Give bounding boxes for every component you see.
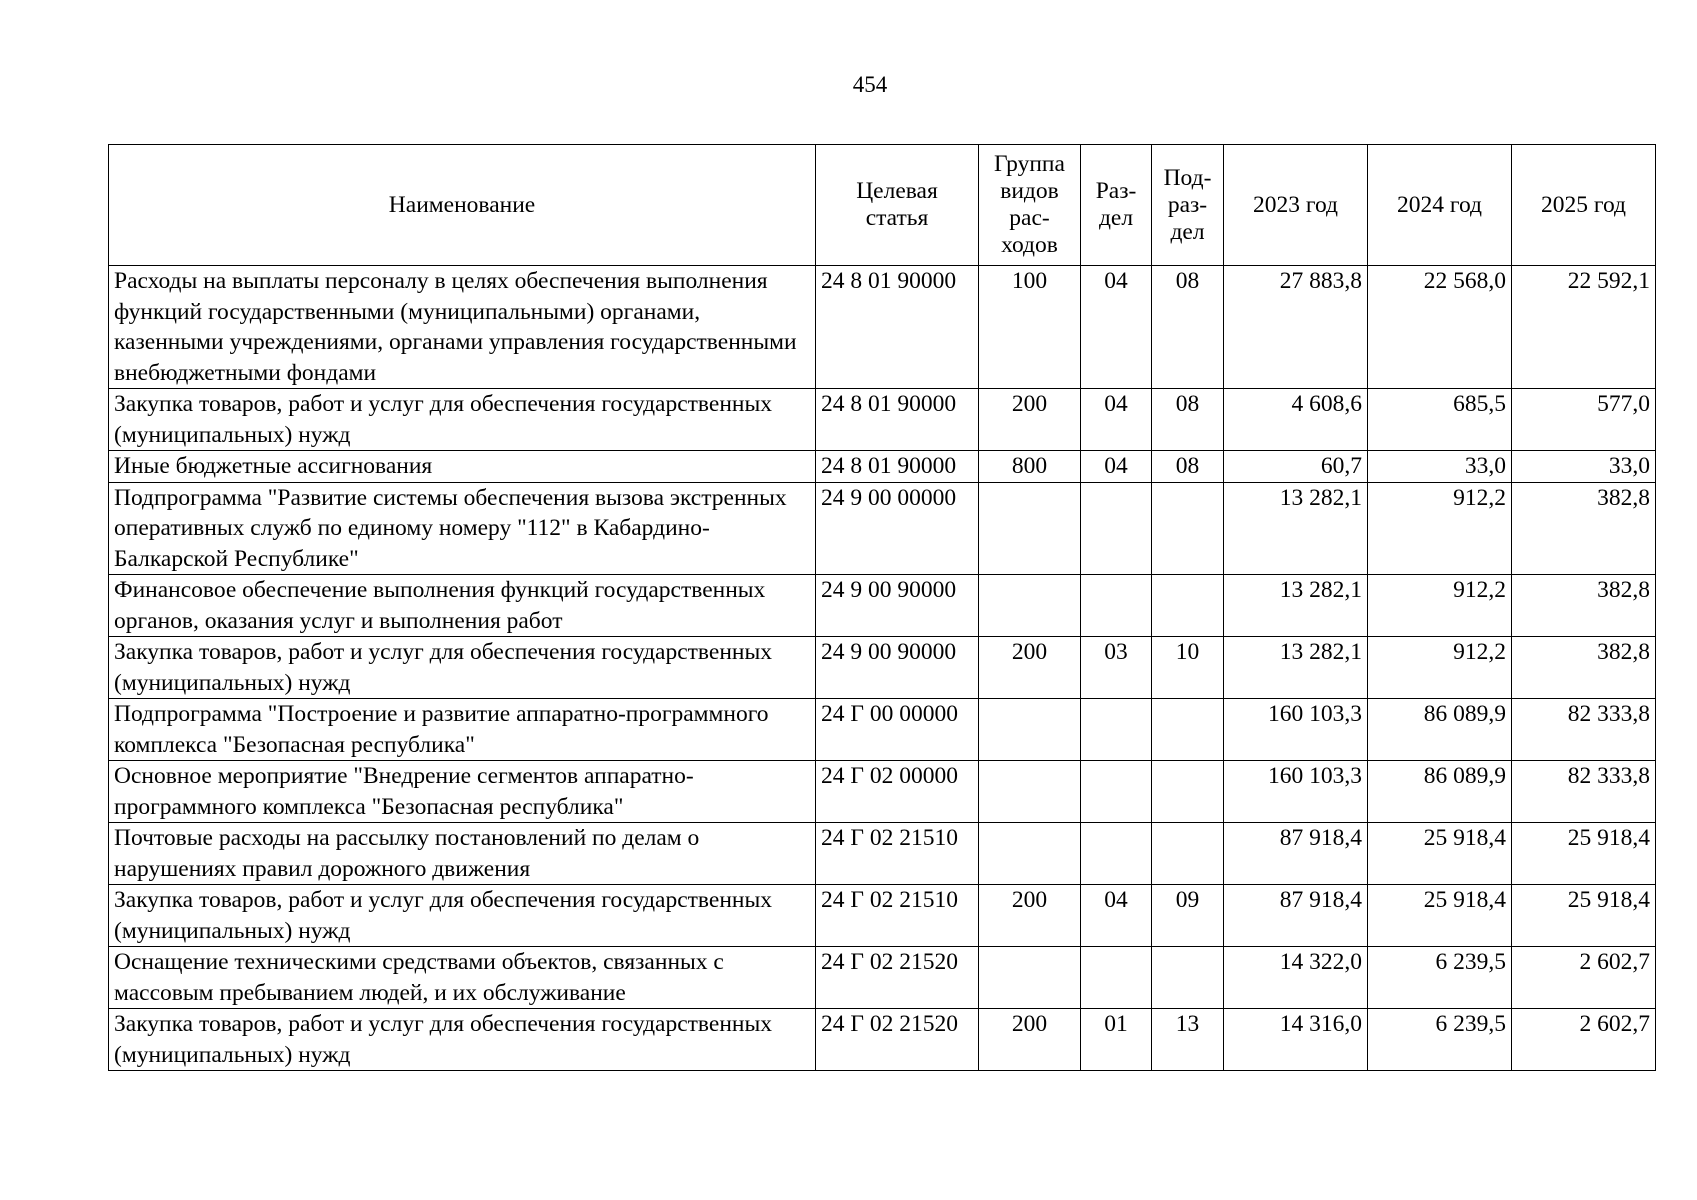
cell-2023: 87 918,4 — [1224, 885, 1368, 947]
cell-2025: 577,0 — [1512, 389, 1656, 451]
cell-subsection: 08 — [1152, 389, 1224, 451]
cell-expense-group — [979, 699, 1081, 761]
cell-target-item: 24 Г 02 00000 — [816, 761, 979, 823]
table-row — [109, 389, 1656, 451]
header-subsection: Под-раз-дел — [1152, 145, 1224, 266]
table-header-row — [109, 145, 1656, 266]
budget-table — [108, 144, 1656, 1071]
table-row — [109, 761, 1656, 823]
table-row — [109, 637, 1656, 699]
cell-2024: 25 918,4 — [1368, 885, 1512, 947]
cell-name: Закупка товаров, работ и услуг для обеспечения государственных (муниципальных) нужд — [109, 885, 816, 947]
cell-name: Иные бюджетные ассигнования — [109, 451, 816, 483]
cell-name: Основное мероприятие "Внедрение сегментов аппаратно-программного комплекса "Безопасная республика" — [109, 761, 816, 823]
cell-name: Подпрограмма "Развитие системы обеспечения вызова экстренных оперативных служб по единому номеру "112" в Кабардино-Балкарской Республике" — [109, 482, 816, 575]
cell-2023: 14 322,0 — [1224, 947, 1368, 1009]
cell-subsection — [1152, 823, 1224, 885]
cell-2023: 60,7 — [1224, 451, 1368, 483]
table-row — [109, 266, 1656, 389]
cell-name: Расходы на выплаты персоналу в целях обеспечения выполнения функций государственными (муниципальными) органами, казенными учреждениями, органами управления государственными внебюджетными фондами — [109, 266, 816, 389]
cell-section — [1081, 482, 1152, 575]
cell-2024: 685,5 — [1368, 389, 1512, 451]
cell-target-item: 24 Г 02 21520 — [816, 1009, 979, 1071]
cell-name: Подпрограмма "Построение и развитие аппаратно-программного комплекса "Безопасная республика" — [109, 699, 816, 761]
cell-subsection — [1152, 761, 1224, 823]
table-row — [109, 885, 1656, 947]
cell-2024: 33,0 — [1368, 451, 1512, 483]
cell-section: 04 — [1081, 885, 1152, 947]
cell-2025: 382,8 — [1512, 482, 1656, 575]
cell-2024: 22 568,0 — [1368, 266, 1512, 389]
cell-2024: 86 089,9 — [1368, 761, 1512, 823]
cell-target-item: 24 8 01 90000 — [816, 266, 979, 389]
cell-2024: 912,2 — [1368, 575, 1512, 637]
cell-target-item: 24 8 01 90000 — [816, 451, 979, 483]
table-row — [109, 575, 1656, 637]
cell-section: 04 — [1081, 389, 1152, 451]
header-expense-group: Группа видов рас-ходов — [979, 145, 1081, 266]
cell-section: 01 — [1081, 1009, 1152, 1071]
cell-2025: 22 592,1 — [1512, 266, 1656, 389]
cell-name: Почтовые расходы на рассылку постановлений по делам о нарушениях правил дорожного движения — [109, 823, 816, 885]
cell-section: 03 — [1081, 637, 1152, 699]
cell-2023: 13 282,1 — [1224, 575, 1368, 637]
cell-2024: 6 239,5 — [1368, 1009, 1512, 1071]
cell-2024: 912,2 — [1368, 637, 1512, 699]
cell-name: Финансовое обеспечение выполнения функций государственных органов, оказания услуг и выполнения работ — [109, 575, 816, 637]
cell-2025: 25 918,4 — [1512, 823, 1656, 885]
table-body — [109, 266, 1656, 1071]
cell-name: Закупка товаров, работ и услуг для обеспечения государственных (муниципальных) нужд — [109, 389, 816, 451]
cell-section — [1081, 823, 1152, 885]
cell-expense-group: 800 — [979, 451, 1081, 483]
cell-expense-group — [979, 823, 1081, 885]
cell-subsection: 09 — [1152, 885, 1224, 947]
cell-2025: 2 602,7 — [1512, 947, 1656, 1009]
table-row — [109, 947, 1656, 1009]
table-row — [109, 1009, 1656, 1071]
cell-target-item: 24 9 00 90000 — [816, 637, 979, 699]
header-target-item: Целевая статья — [816, 145, 979, 266]
cell-2025: 33,0 — [1512, 451, 1656, 483]
cell-2024: 25 918,4 — [1368, 823, 1512, 885]
cell-2023: 160 103,3 — [1224, 699, 1368, 761]
cell-2023: 14 316,0 — [1224, 1009, 1368, 1071]
cell-expense-group — [979, 575, 1081, 637]
cell-target-item: 24 9 00 90000 — [816, 575, 979, 637]
cell-subsection — [1152, 947, 1224, 1009]
cell-2025: 82 333,8 — [1512, 699, 1656, 761]
cell-target-item: 24 8 01 90000 — [816, 389, 979, 451]
cell-section: 04 — [1081, 451, 1152, 483]
cell-target-item: 24 Г 02 21510 — [816, 885, 979, 947]
cell-2024: 6 239,5 — [1368, 947, 1512, 1009]
cell-section — [1081, 761, 1152, 823]
cell-name: Закупка товаров, работ и услуг для обеспечения государственных (муниципальных) нужд — [109, 1009, 816, 1071]
cell-expense-group — [979, 761, 1081, 823]
table-row — [109, 823, 1656, 885]
cell-expense-group: 200 — [979, 885, 1081, 947]
cell-expense-group — [979, 482, 1081, 575]
cell-section — [1081, 947, 1152, 1009]
header-2025: 2025 год — [1512, 145, 1656, 266]
cell-subsection — [1152, 482, 1224, 575]
cell-2023: 160 103,3 — [1224, 761, 1368, 823]
cell-2025: 382,8 — [1512, 637, 1656, 699]
cell-2023: 27 883,8 — [1224, 266, 1368, 389]
cell-2024: 912,2 — [1368, 482, 1512, 575]
cell-section — [1081, 699, 1152, 761]
cell-expense-group — [979, 947, 1081, 1009]
cell-subsection: 10 — [1152, 637, 1224, 699]
cell-2023: 13 282,1 — [1224, 482, 1368, 575]
cell-expense-group: 200 — [979, 637, 1081, 699]
cell-subsection: 08 — [1152, 266, 1224, 389]
cell-section: 04 — [1081, 266, 1152, 389]
cell-2023: 13 282,1 — [1224, 637, 1368, 699]
cell-2025: 382,8 — [1512, 575, 1656, 637]
cell-2025: 82 333,8 — [1512, 761, 1656, 823]
cell-subsection — [1152, 575, 1224, 637]
cell-expense-group: 100 — [979, 266, 1081, 389]
cell-name: Оснащение техническими средствами объектов, связанных с массовым пребыванием людей, и их обслуживание — [109, 947, 816, 1009]
page-number: 454 — [852, 72, 888, 97]
cell-subsection: 08 — [1152, 451, 1224, 483]
cell-subsection — [1152, 699, 1224, 761]
table-row — [109, 451, 1656, 483]
header-name: Наименование — [109, 145, 816, 266]
cell-2023: 4 608,6 — [1224, 389, 1368, 451]
table-row — [109, 699, 1656, 761]
cell-expense-group: 200 — [979, 389, 1081, 451]
cell-2025: 2 602,7 — [1512, 1009, 1656, 1071]
cell-2023: 87 918,4 — [1224, 823, 1368, 885]
cell-target-item: 24 Г 00 00000 — [816, 699, 979, 761]
header-section: Раз-дел — [1081, 145, 1152, 266]
cell-section — [1081, 575, 1152, 637]
cell-2025: 25 918,4 — [1512, 885, 1656, 947]
cell-expense-group: 200 — [979, 1009, 1081, 1071]
header-2024: 2024 год — [1368, 145, 1512, 266]
cell-target-item: 24 Г 02 21510 — [816, 823, 979, 885]
cell-target-item: 24 Г 02 21520 — [816, 947, 979, 1009]
cell-name: Закупка товаров, работ и услуг для обеспечения государственных (муниципальных) нужд — [109, 637, 816, 699]
table-row — [109, 482, 1656, 575]
header-2023: 2023 год — [1224, 145, 1368, 266]
cell-subsection: 13 — [1152, 1009, 1224, 1071]
cell-2024: 86 089,9 — [1368, 699, 1512, 761]
cell-target-item: 24 9 00 00000 — [816, 482, 979, 575]
